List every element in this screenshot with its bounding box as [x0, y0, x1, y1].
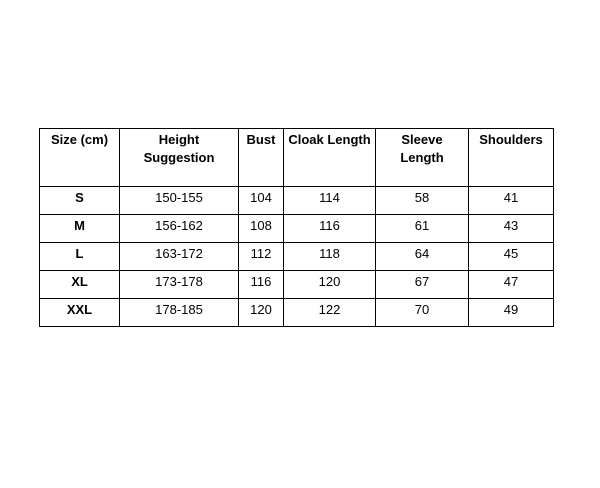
table-row [40, 243, 554, 271]
header-sleeve-length: Sleeve Length [376, 129, 469, 187]
bust-cell: 104 [239, 187, 284, 215]
shoulders-cell: 43 [469, 215, 554, 243]
sleeve-length-cell: 58 [376, 187, 469, 215]
bust-cell: 108 [239, 215, 284, 243]
shoulders-cell: 49 [469, 299, 554, 327]
size-cell: S [40, 187, 120, 215]
height-cell: 150-155 [120, 187, 239, 215]
table-row [40, 215, 554, 243]
cloak-length-cell: 120 [284, 271, 376, 299]
shoulders-cell: 41 [469, 187, 554, 215]
size-cell: XL [40, 271, 120, 299]
sleeve-length-cell: 61 [376, 215, 469, 243]
table-row [40, 187, 554, 215]
cloak-length-cell: 114 [284, 187, 376, 215]
height-cell: 156-162 [120, 215, 239, 243]
table-header [40, 129, 554, 187]
sleeve-length-cell: 70 [376, 299, 469, 327]
header-shoulders: Shoulders [469, 129, 554, 187]
header-row [40, 129, 554, 187]
bust-cell: 116 [239, 271, 284, 299]
cloak-length-cell: 118 [284, 243, 376, 271]
shoulders-cell: 45 [469, 243, 554, 271]
table-row [40, 299, 554, 327]
bust-cell: 112 [239, 243, 284, 271]
header-height-suggestion: Height Suggestion [120, 129, 239, 187]
bust-cell: 120 [239, 299, 284, 327]
table-body [40, 187, 554, 327]
sleeve-length-cell: 64 [376, 243, 469, 271]
header-bust: Bust [239, 129, 284, 187]
shoulders-cell: 47 [469, 271, 554, 299]
size-cell: L [40, 243, 120, 271]
size-cell: XXL [40, 299, 120, 327]
cloak-length-cell: 116 [284, 215, 376, 243]
header-cloak-length: Cloak Length [284, 129, 376, 187]
sleeve-length-cell: 67 [376, 271, 469, 299]
size-chart-table [39, 128, 554, 327]
height-cell: 163-172 [120, 243, 239, 271]
table-row [40, 271, 554, 299]
height-cell: 173-178 [120, 271, 239, 299]
height-cell: 178-185 [120, 299, 239, 327]
size-cell: M [40, 215, 120, 243]
cloak-length-cell: 122 [284, 299, 376, 327]
header-size: Size (cm) [40, 129, 120, 187]
